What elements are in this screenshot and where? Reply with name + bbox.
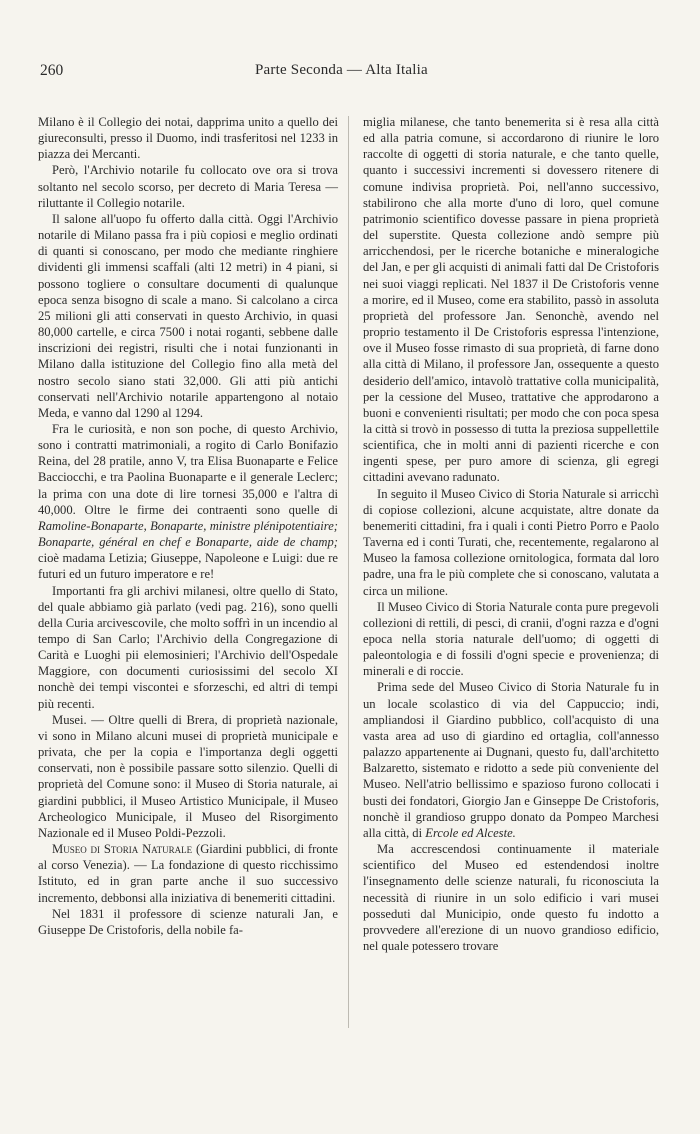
page-number: 260 <box>40 62 64 79</box>
paragraph-text: Prima sede del Museo Civico di Storia Naturale fu in un locale scolastico di via del Cappuccio; indi, ampliandosi il Giardino pubblico, coll'acquisto di una vasta area ad uso di giardino ed ortaglia, coll'annesso palazzo appartenente ai Dugnani, questo fu, dall'architetto Balzaretto, sistemato e ridotto a sede più conveniente del Museo. Nell'atrio bellissimo e spazioso furono collocati i busti dei fondatori, Giorgio Jan e Ginseppe De Cristoforis, nonchè il grandioso gruppo donato da Pompeo Marchesi alla città, di <box>363 680 659 840</box>
paragraph: Musei. — Oltre quelli di Brera, di proprietà nazionale, vi sono in Milano alcuni musei di proprietà municipale e privata, che per la copia e l'importanza degli oggetti conservati, non è possibile passare sotto silenzio. Quelli di proprietà del Comune sono: il Museo di Storia naturale, ai giardini pubblici, il Museo Artistico Municipale, il Museo Archeologico Municipale, il Museo del Risorgimento Nazionale ed il Museo Poldi-Pezzoli. <box>38 712 338 840</box>
paragraph-text: cioè madama Letizia; Giuseppe, Napoleone e Luigi: due re futuri ed un futuro imperatore e re! <box>38 551 338 582</box>
paragraph: Però, l'Archivio notarile fu collocato ove ora si trova soltanto nel secolo scorso, per decreto di Maria Teresa — riluttante il Collegio notarile. <box>38 163 338 210</box>
paragraph: Ma accrescendosi continuamente il materiale scientifico del Museo ed estendendosi inoltre l'insegnamento delle scienze naturali, fu riconosciuta la necessità di riunire in un solo edificio i vari musei posseduti dal Municipio, onde questo fu indotto a provvedere all'erezione di un nuovo grandioso edificio, nel quale potessero trovare <box>363 842 659 953</box>
paragraph-text: Fra le curiosità, e non son poche, di questo Archivio, sono i contratti matrimoniali, a rogito di Carlo Bonifazio Reina, del 28 pratile, anno V, tra Elisa Buonaparte e Felice Bacciocchi, e tra Paolina Buonaparte e il generale Leclerc; la prima con una dote di lire tornesi 35,000 e l'altra di 40,000. Oltre le firme dei contraenti sono quelle di <box>38 421 338 517</box>
paragraph: miglia milanese, che tanto benemerita si è resa alla città ed alla patria comune, si accordarono di riunire le loro raccolte di oggetti di storia naturale, e che tanto quelle, quanto i successivi incrementi si dovessero ritenere di comune indivisa proprietà. Poi, nell'anno successivo, stabilirono che alla morte d'uno di loro, quel comune patrimonio scientifico dovesse passare in piena proprietà del superstite. Questa collezione andò sempre più arricchendosi, per le ricerche botaniche e mineralogiche del Jan, e per gli acquisti di animali fatti dal De Cristoforis nei suoi viaggi replicati. Nel 1837 il De Cristoforis venne a morire, ed il Museo, come era stabilito, passò in assoluta proprietà del professore Jan. Senonchè, avendo nel proprio testamento il De Cristoforis espressa l'intenzione, ove il Museo fosse rimasto di sua proprietà, di farne dono alla città di Milano, il professore Jan, ossequente a questo desiderio dell'amico, intavolò trattative colla municipalità, per la cessione del Museo, trattative che approdarono a buoni e convenienti risultati; per modo che con poca spesa la città si trovò in possesso di tutta la preziosa suppellettile scientifica, che in molti anni di pazienti ricerche e con ingenti spese, per puro amore di scienza, gli egregi cittadini avevano radunato. <box>363 115 659 485</box>
italic-artwork-title: Ercole ed Alceste. <box>425 825 516 840</box>
paragraph: Importanti fra gli archivi milanesi, oltre quello di Stato, del quale abbiamo già parlato (vedi pag. 216), sono quelli della Curia arcivescovile, che molto soffrì in un incendio al tempo di San Carlo; l'Archivio della Congregazione di Carità e Luoghi pii elemosinieri; l'Archivio dell'Ospedale Maggiore, con documenti curiosissimi del secolo XI nonchè dei tempi viscontei e sforzeschi, ed altri di tempi più recenti. <box>38 583 338 711</box>
paragraph: Nel 1831 il professore di scienze naturali Jan, e Giuseppe De Cristoforis, della nobile fa- <box>38 906 338 937</box>
running-title: Parte Seconda — Alta Italia <box>255 62 428 78</box>
left-column <box>38 114 338 938</box>
section-heading: Museo di Storia Naturale <box>52 842 193 857</box>
column-divider <box>348 116 349 1028</box>
paragraph-text: (Giardini pubblici, di fronte al corso Venezia). — La fondazione di questo ricchissimo Istituto, ed in gran parte anche il suo successivo incremento, debbonsi alla iniziativa di benemeriti cittadini. <box>38 842 339 905</box>
paragraph <box>38 841 338 906</box>
paragraph: In seguito il Museo Civico di Storia Naturale si arricchì di copiose collezioni, alcune acquistate, altre donate da benemeriti cittadini, fra i quali i conti Pietro Porro e Paolo Taverna ed i conti Turati, che, recentemente, regalarono al Museo la famosa collezione ornitologica, formata dal loro padre, una fra le più complete che si conoscano, valutata a circa un milione. <box>363 486 659 598</box>
paragraph <box>38 421 338 583</box>
paragraph: Il salone all'uopo fu offerto dalla città. Oggi l'Archivio notarile di Milano passa fra i più copiosi e meglio ordinati di quanti si conoscano, per modo che mediante ringhiere dividenti gli immensi scaffali (alti 12 metri) in 4 piani, si possono togliere o consultare documenti di qualunque epoca senza bisogno di scale a mano. Si calcolano a circa 25 milioni gli atti conservati in questo Archivio, in quasi 80,000 cartelle, e circa 7500 i notai roganti, sebbene dalle inscrizioni dei registri, risulti che i notai funzionanti in Milano dalla istituzione del Collegio fino alla metà del nostro secolo siano stati 32,000. Gli atti più antichi conservati nell'Archivio notarile appartengono al notaio Meda, e vanno dal 1290 al 1294. <box>38 211 338 420</box>
paragraph: Milano è il Collegio dei notai, dapprima unito a quello dei giureconsulti, presso il Duomo, indi trasferitosi nel 1233 in piazza dei Mercanti. <box>38 115 338 162</box>
paragraph: Il Museo Civico di Storia Naturale conta pure pregevoli collezioni di rettili, di pesci, di cranii, d'ogni razza e d'ogni epoca nella storia naturale dell'uomo; di oggetti di paleontologia e di fossili d'ogni specie e provenienza; di minerali e di roccie. <box>363 599 659 679</box>
page-header <box>40 62 660 84</box>
paragraph <box>363 679 659 841</box>
right-column <box>363 114 659 954</box>
italic-signatures: Ramoline-Bonaparte, Bonaparte, ministre plénipotentiaire; Bonaparte, général en chef e Bonaparte, aide de champ; <box>38 518 338 550</box>
